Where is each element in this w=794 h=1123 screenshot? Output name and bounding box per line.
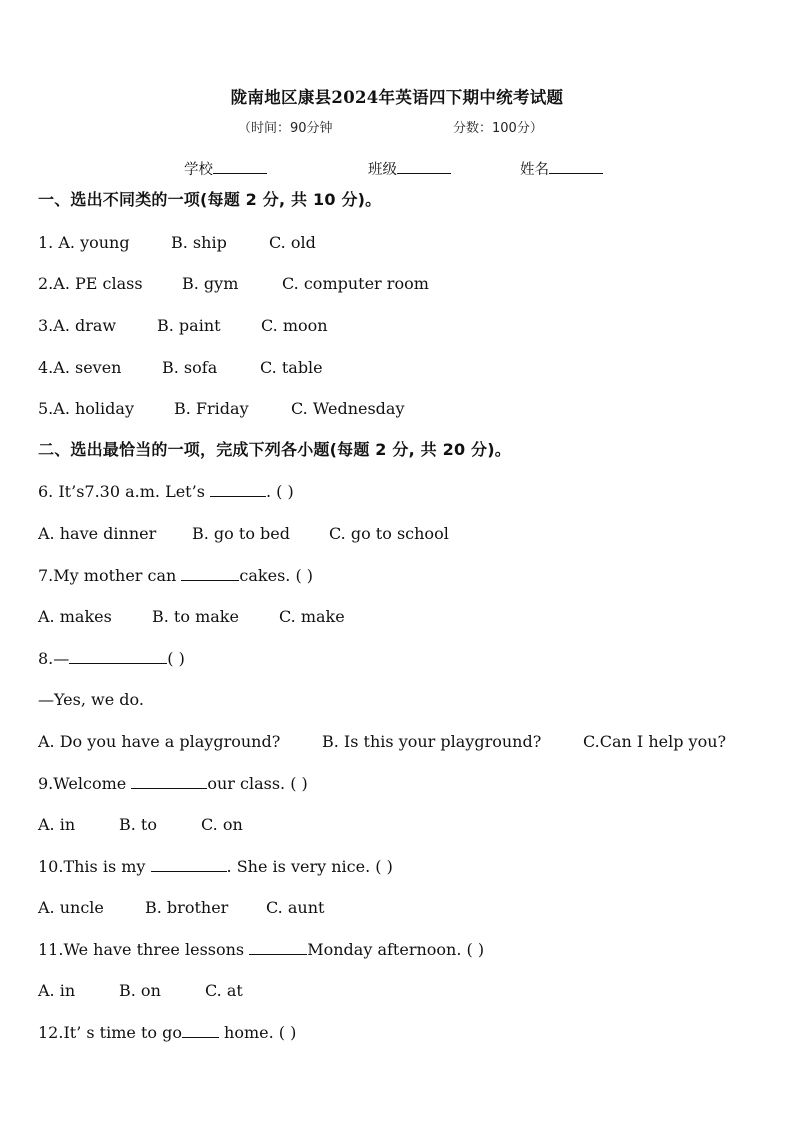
q2-option-b[interactable]: B. gym bbox=[182, 274, 239, 293]
q11-option-a[interactable]: A. in bbox=[38, 981, 76, 1000]
q1-option-b[interactable]: B. ship bbox=[171, 233, 227, 252]
q11-option-b[interactable]: B. on bbox=[119, 981, 161, 1000]
q12-text-pre: 12.It’ s time to go bbox=[38, 1023, 182, 1042]
question-7-stem bbox=[38, 566, 313, 586]
school-blank[interactable] bbox=[213, 159, 267, 174]
q5-option-b[interactable]: B. Friday bbox=[174, 399, 249, 418]
q11-text-post: Monday afternoon. ( ) bbox=[307, 940, 485, 959]
q6-text-pre: 6. It’s7.30 a.m. Let’s bbox=[38, 482, 210, 501]
q6-blank[interactable] bbox=[210, 482, 266, 497]
q10-option-c[interactable]: C. aunt bbox=[266, 898, 325, 917]
question-11-stem bbox=[38, 940, 484, 960]
q4-option-a[interactable]: 4.A. seven bbox=[38, 358, 122, 377]
q5-option-a[interactable]: 5.A. holiday bbox=[38, 399, 134, 418]
q9-text-pre: 9.Welcome bbox=[38, 774, 132, 793]
q7-text-pre: 7.My mother can bbox=[38, 566, 182, 585]
q2-option-a[interactable]: 2.A. PE class bbox=[38, 274, 143, 293]
q8-text-pre: 8.— bbox=[38, 649, 70, 668]
q9-option-a[interactable]: A. in bbox=[38, 815, 76, 834]
question-8-stem bbox=[38, 649, 185, 669]
q9-blank[interactable] bbox=[131, 774, 207, 789]
q10-blank[interactable] bbox=[151, 857, 227, 872]
q1-option-c[interactable]: C. old bbox=[269, 233, 316, 252]
q8-option-b[interactable]: B. Is this your playground? bbox=[322, 732, 542, 751]
q8-option-a[interactable]: A. Do you have a playground? bbox=[38, 732, 281, 751]
school-field[interactable] bbox=[184, 158, 267, 179]
class-blank[interactable] bbox=[397, 159, 451, 174]
q7-text-post: cakes. ( ) bbox=[239, 566, 314, 585]
q1-option-a[interactable]: 1. A. young bbox=[38, 233, 130, 252]
q11-blank[interactable] bbox=[249, 940, 307, 955]
section1-heading: 一、选出不同类的一项(每题 2 分, 共 10 分)。 bbox=[38, 190, 382, 209]
q7-option-a[interactable]: A. makes bbox=[38, 607, 112, 626]
q12-text-post: home. ( ) bbox=[218, 1023, 297, 1042]
name-label: 姓名 bbox=[520, 162, 549, 178]
q2-option-c[interactable]: C. computer room bbox=[282, 274, 429, 293]
q6-option-c[interactable]: C. go to school bbox=[329, 524, 449, 543]
question-12-stem bbox=[38, 1023, 296, 1043]
question-6-stem bbox=[38, 482, 294, 502]
exam-time: （时间：90分钟 bbox=[238, 121, 333, 136]
q9-option-c[interactable]: C. on bbox=[201, 815, 243, 834]
q10-option-b[interactable]: B. brother bbox=[145, 898, 229, 917]
q5-option-c[interactable]: C. Wednesday bbox=[291, 399, 405, 418]
q11-option-c[interactable]: C. at bbox=[205, 981, 243, 1000]
q3-option-a[interactable]: 3.A. draw bbox=[38, 316, 117, 335]
q8-reply: —Yes, we do. bbox=[38, 690, 144, 709]
question-9-stem bbox=[38, 774, 308, 794]
q6-text-post: . ( ) bbox=[265, 482, 294, 501]
section2-heading: 二、选出最恰当的一项，完成下列各小题(每题 2 分, 共 20 分)。 bbox=[38, 440, 511, 459]
page-title: 陇南地区康县2024年英语四下期中统考试题 bbox=[230, 88, 564, 107]
q9-option-b[interactable]: B. to bbox=[119, 815, 157, 834]
q8-option-c[interactable]: C.Can I help you? bbox=[583, 732, 727, 751]
class-label: 班级 bbox=[368, 162, 397, 178]
name-field[interactable] bbox=[520, 158, 603, 179]
q3-option-c[interactable]: C. moon bbox=[261, 316, 328, 335]
exam-score: 分数：100分） bbox=[453, 121, 543, 136]
q9-text-post: our class. ( ) bbox=[207, 774, 308, 793]
q12-blank[interactable] bbox=[182, 1023, 219, 1038]
q11-text-pre: 11.We have three lessons bbox=[38, 940, 250, 959]
q8-blank[interactable] bbox=[69, 649, 167, 664]
q10-option-a[interactable]: A. uncle bbox=[38, 898, 104, 917]
class-field[interactable] bbox=[368, 158, 451, 179]
q7-option-c[interactable]: C. make bbox=[279, 607, 345, 626]
name-blank[interactable] bbox=[549, 159, 603, 174]
q10-text-post: . She is very nice. ( ) bbox=[226, 857, 393, 876]
school-label: 学校 bbox=[184, 162, 213, 178]
q10-text-pre: 10.This is my bbox=[38, 857, 151, 876]
question-10-stem bbox=[38, 857, 393, 877]
q7-blank[interactable] bbox=[181, 566, 239, 581]
q6-option-b[interactable]: B. go to bed bbox=[192, 524, 290, 543]
q4-option-b[interactable]: B. sofa bbox=[162, 358, 218, 377]
q3-option-b[interactable]: B. paint bbox=[157, 316, 221, 335]
q8-text-post: ( ) bbox=[167, 649, 185, 668]
q6-option-a[interactable]: A. have dinner bbox=[38, 524, 157, 543]
q4-option-c[interactable]: C. table bbox=[260, 358, 323, 377]
q7-option-b[interactable]: B. to make bbox=[152, 607, 239, 626]
